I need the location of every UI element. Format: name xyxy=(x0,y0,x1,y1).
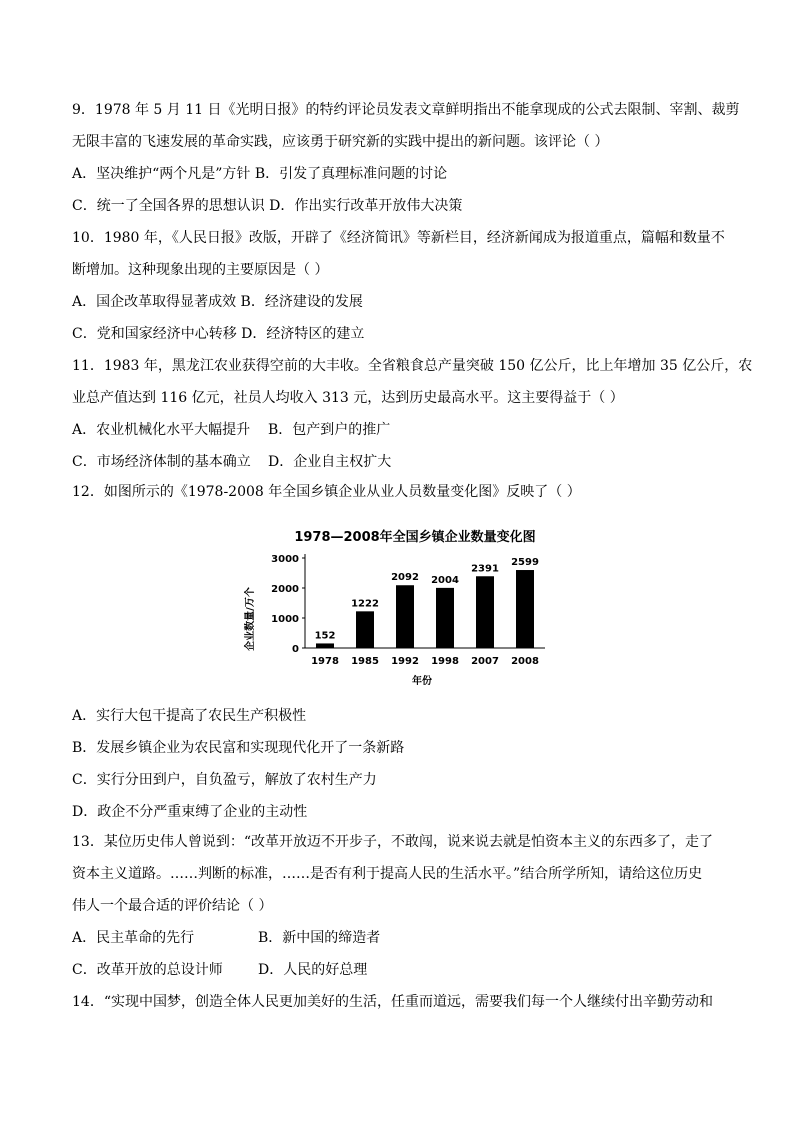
data-label-2007: 2391 xyxy=(471,563,499,575)
question-13-option-d: D．人民的好总理 xyxy=(258,962,368,978)
question-12-option-c: C．实行分田到户，自负盈亏，解放了农村生产力 xyxy=(72,772,377,788)
question-13-option-b: B．新中国的缔造者 xyxy=(258,930,381,946)
bar-1985 xyxy=(356,611,374,648)
y-tick-label: 1000 xyxy=(271,614,299,625)
x-tick-label-2008: 2008 xyxy=(511,656,539,667)
question-13-option-row-2 xyxy=(72,954,724,986)
question-9 xyxy=(72,94,740,222)
question-11-option-a: A．农业机械化水平大幅提升 xyxy=(72,422,251,438)
question-9-option-row-2: C．统一了全国各界的思想认识 D．作出实行改革开放伟大决策 xyxy=(72,198,463,214)
y-tick-label: 2000 xyxy=(271,584,299,595)
question-13-option-row-1 xyxy=(72,922,724,954)
question-12-options xyxy=(72,700,404,828)
data-label-1998: 2004 xyxy=(431,574,459,586)
y-tick-label: 3000 xyxy=(271,554,299,565)
question-10-option-row-1: A．国企改革取得显著成效 B．经济建设的发展 xyxy=(72,294,363,310)
data-label-1985: 1222 xyxy=(351,598,379,610)
question-13-line-2: 资本主义道路。……判断的标准，……是否有利于提高人民的生活水平。”结合所学所知，请给这位历史 xyxy=(72,866,703,882)
question-9-line-1: 9．1978 年 5 月 11 日《光明日报》的特约评论员发表文章鲜明指出不能拿现成的公式去限制、宰割、裁剪 xyxy=(72,102,740,118)
question-10-line-2: 断增加。这种现象出现的主要原因是（ ） xyxy=(72,262,329,278)
x-tick-label-1985: 1985 xyxy=(351,656,379,667)
question-11-option-d: D．企业自主权扩大 xyxy=(268,454,392,470)
question-11-option-row-1 xyxy=(72,414,724,446)
data-label-2008: 2599 xyxy=(511,557,539,569)
question-13-line-1: 13．某位历史伟人曾说到：“改革开放迈不开步子，不敢闯，说来说去就是怕资本主义的东西多了，走了 xyxy=(72,834,713,850)
question-12-option-d: D．政企不分严重束缚了企业的主动性 xyxy=(72,804,308,820)
x-tick-label-1998: 1998 xyxy=(431,656,459,667)
data-label-1992: 2092 xyxy=(391,572,419,584)
question-11-option-c: C．市场经济体制的基本确立 xyxy=(72,454,251,470)
question-10 xyxy=(72,222,724,350)
x-tick-label-1992: 1992 xyxy=(391,656,419,667)
question-13 xyxy=(72,826,724,986)
enterprise-bar-chart xyxy=(240,518,560,696)
bar-chart-svg xyxy=(240,518,560,696)
bar-2008 xyxy=(516,570,534,648)
question-11 xyxy=(72,350,753,478)
question-12-option-a: A．实行大包干提高了农民生产积极性 xyxy=(72,708,307,724)
question-10-option-row-2: C．党和国家经济中心转移 D．经济特区的建立 xyxy=(72,326,365,342)
data-label-1978: 152 xyxy=(314,630,336,642)
chart-marks xyxy=(271,554,545,667)
question-12 xyxy=(72,476,724,508)
question-11-option-row-2 xyxy=(72,446,724,478)
question-13-option-c: C．改革开放的总设计师 xyxy=(72,962,223,978)
bar-1998 xyxy=(436,588,454,648)
question-11-line-1: 11．1983 年，黑龙江农业获得空前的大丰收。全省粮食总产量突破 150 亿公斤，比上年增加 35 亿公斤，农 xyxy=(72,358,753,374)
question-11-line-2: 业总产值达到 116 亿元，社员人均收入 313 元，达到历史最高水平。这主要得益于（ ） xyxy=(72,390,624,406)
question-9-line-2: 无限丰富的飞速发展的革命实践，应该勇于研究新的实践中提出的新问题。该评论（ ） xyxy=(72,134,609,150)
question-9-option-row-1: A．坚决维护“两个凡是”方针 B．引发了真理标准问题的讨论 xyxy=(72,166,448,182)
question-11-option-b: B．包产到户的推广 xyxy=(268,422,391,438)
bar-1978 xyxy=(316,643,334,648)
chart-y-axis-label: 企业数量/万个 xyxy=(245,587,256,651)
question-13-option-a: A．民主革命的先行 xyxy=(72,930,195,946)
x-tick-label-2007: 2007 xyxy=(471,656,499,667)
bar-1992 xyxy=(396,585,414,648)
question-12-option-b: B．发展乡镇企业为农民富和实现现代化开了一条新路 xyxy=(72,740,405,756)
question-13-line-3: 伟人一个最合适的评价结论（ ） xyxy=(72,898,273,914)
question-12-line-1: 12．如图所示的《1978-2008 年全国乡镇企业从业人员数量变化图》反映了（ ） xyxy=(72,484,581,500)
question-14 xyxy=(72,986,724,1018)
bar-2007 xyxy=(476,576,494,648)
question-14-line-1: 14．“实现中国梦，创造全体人民更加美好的生活，任重而道远，需要我们每一个人继续付出辛勤劳动和 xyxy=(72,994,713,1010)
x-tick-label-1978: 1978 xyxy=(311,656,339,667)
y-tick-label: 0 xyxy=(292,644,299,655)
chart-x-axis-label: 年份 xyxy=(412,676,432,687)
chart-title: 1978—2008年全国乡镇企业数量变化图 xyxy=(294,530,536,545)
question-10-line-1: 10．1980 年，《人民日报》改版，开辟了《经济简讯》等新栏目，经济新闻成为报道重点，篇幅和数量不 xyxy=(72,230,725,246)
